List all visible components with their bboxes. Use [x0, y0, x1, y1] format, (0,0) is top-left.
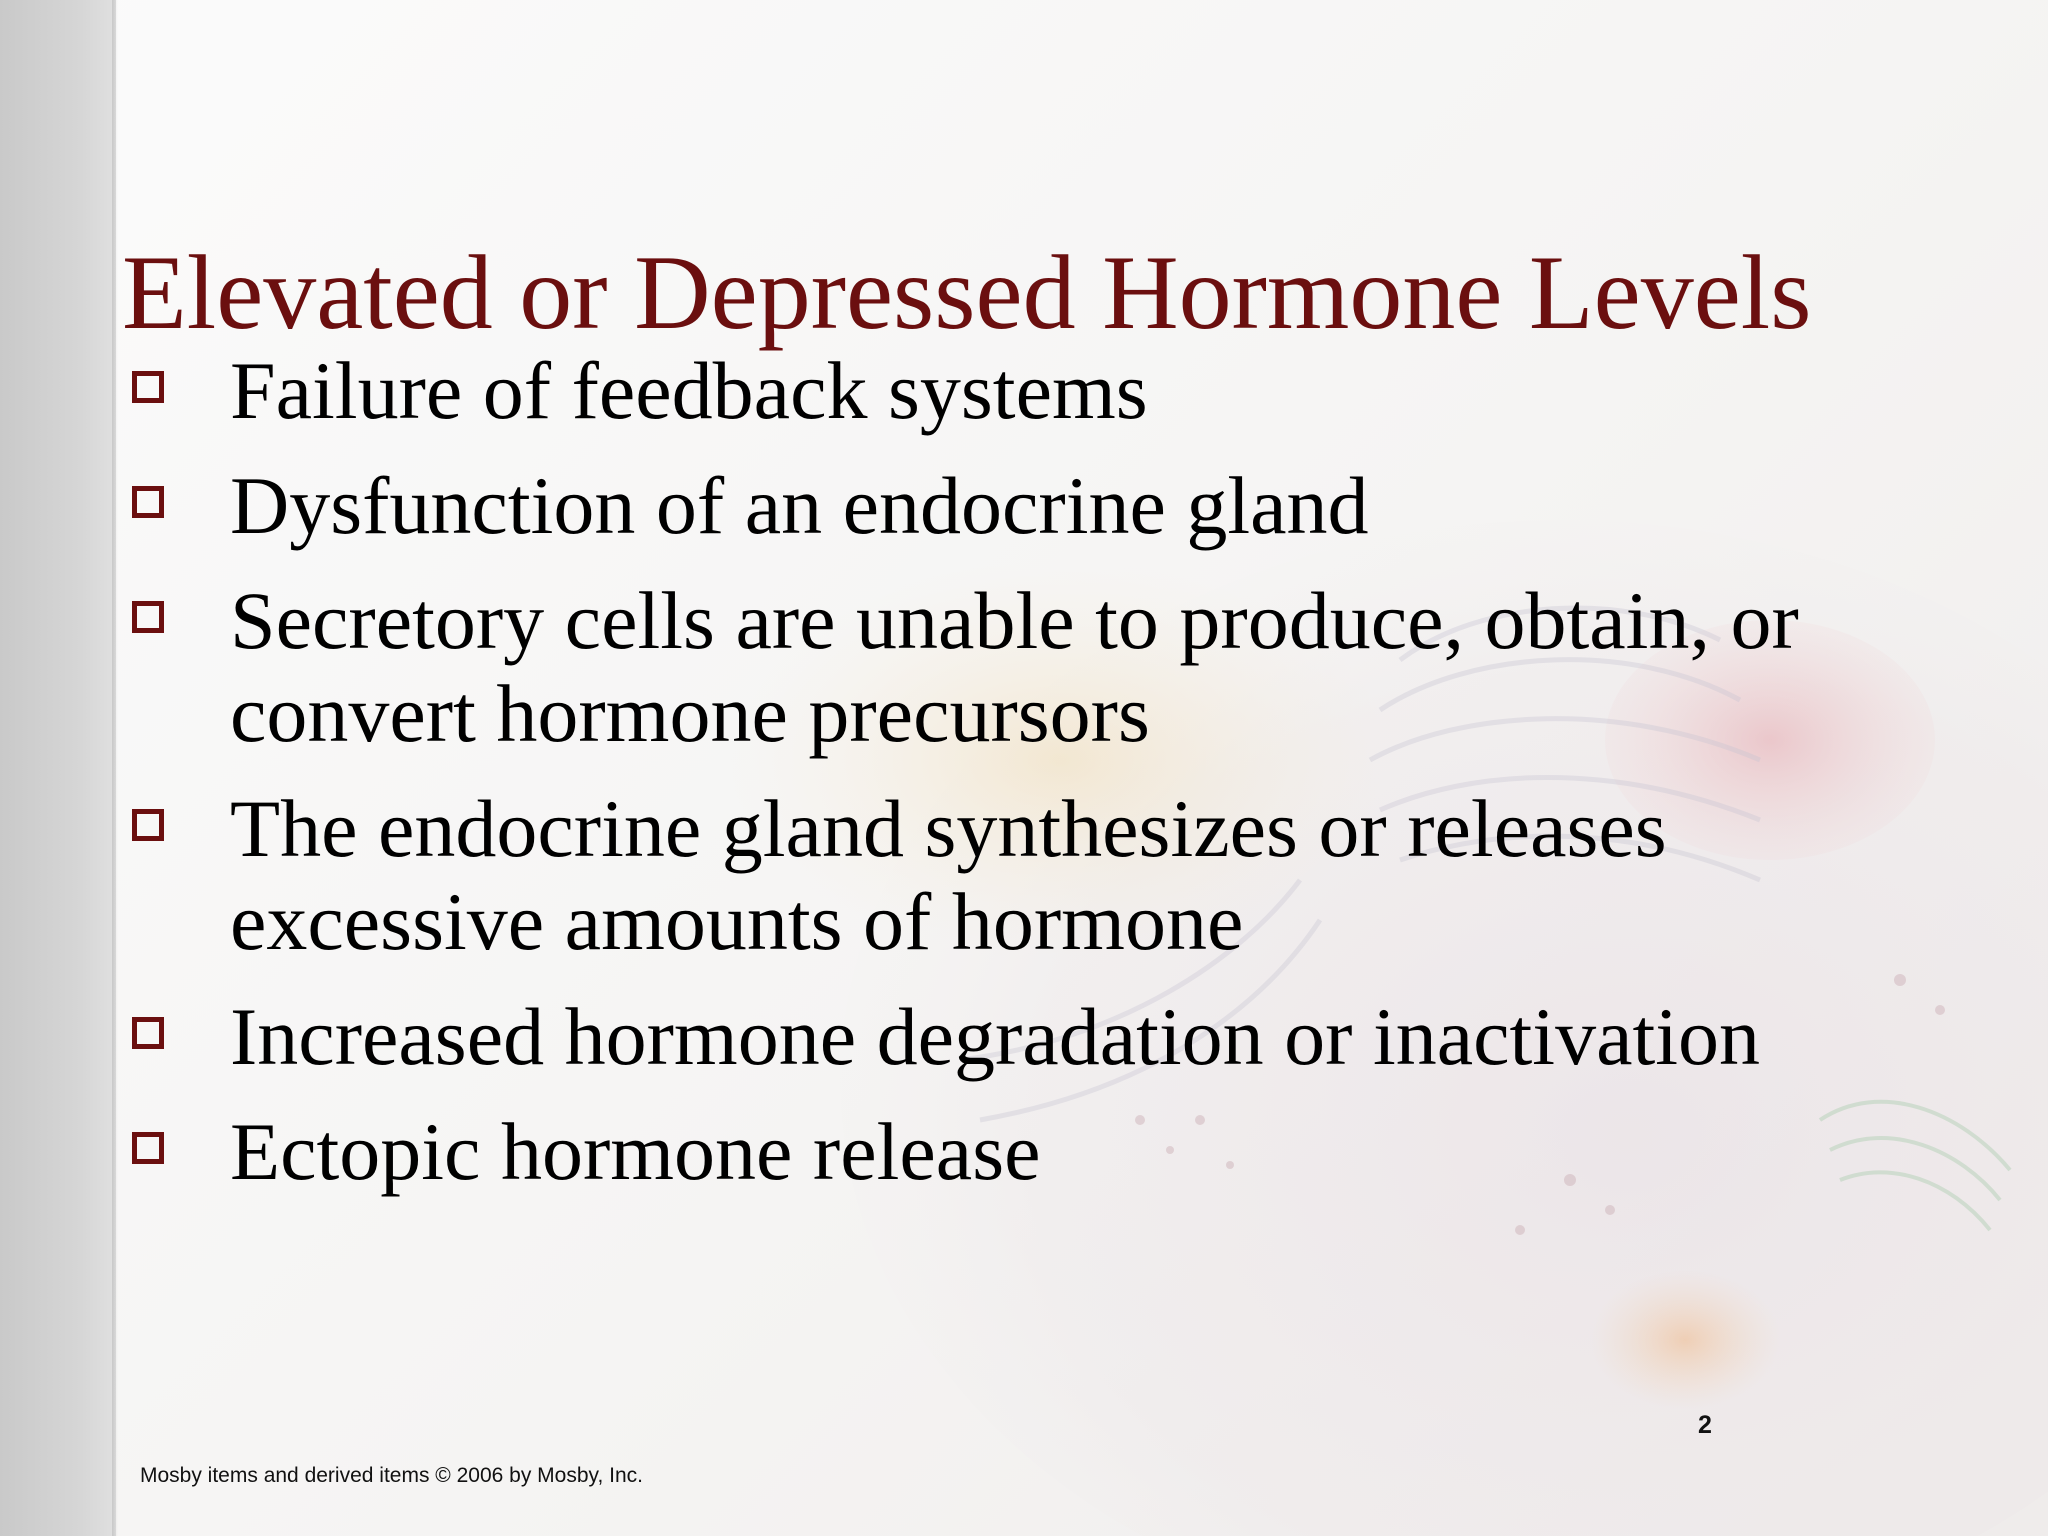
bullet-text: Ectopic hormone release [230, 1106, 1041, 1197]
hollow-square-bullet-icon [132, 809, 164, 841]
hollow-square-bullet-icon [132, 486, 164, 518]
bullet-text: The endocrine gland synthesizes or releases excessive amounts of hormone [230, 783, 1667, 967]
bullet-text: Dysfunction of an endocrine gland [230, 460, 1369, 551]
bullet-item [128, 1105, 1948, 1198]
bullet-item [128, 782, 1948, 968]
hollow-square-bullet-icon [132, 1017, 164, 1049]
bullet-text: Increased hormone degradation or inactivation [230, 991, 1761, 1082]
hollow-square-bullet-icon [132, 1132, 164, 1164]
copyright-notice: Mosby items and derived items © 2006 by Mosby, Inc. [140, 1464, 643, 1487]
page-number: 2 [1698, 1411, 1712, 1439]
bullet-text: Secretory cells are unable to produce, obtain, or convert hormone precursors [230, 575, 1799, 759]
hollow-square-bullet-icon [132, 371, 164, 403]
hollow-square-bullet-icon [132, 601, 164, 633]
cell-organelle-orange [1590, 1270, 1780, 1410]
bullet-item [128, 574, 1948, 760]
bullet-text: Failure of feedback systems [230, 345, 1148, 436]
bullet-item [128, 459, 1948, 552]
slide-title: Elevated or Depressed Hormone Levels [122, 234, 1812, 351]
bullet-item [128, 344, 1948, 437]
bullet-list [128, 344, 1948, 1220]
bullet-item [128, 990, 1948, 1083]
